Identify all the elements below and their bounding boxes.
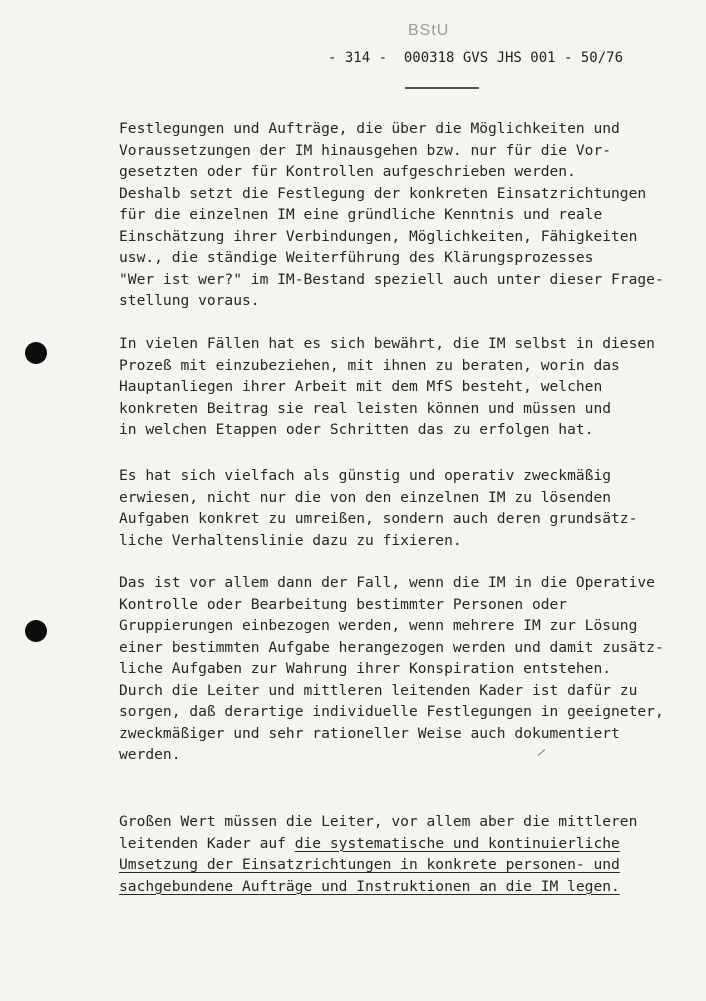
- punch-hole: [25, 342, 47, 364]
- paragraph-5: [119, 811, 637, 897]
- paragraph-1: Festlegungen und Aufträge, die über die Möglichkeiten und Voraussetzungen der IM hinausgehen bzw. nur für die Vor- gesetzten oder für Kontrollen aufgeschrieben werden. Deshalb setzt die Festlegung der konkreten Einsatzrichtungen für die einzelnen IM eine gründliche Kenntnis und reale Einschätzung ihrer Verbindungen, Möglichkeiten, Fähigkeiten usw., die ständige Weiterführung des Klärungsprozesses "Wer ist wer?" im IM-Bestand speziell auch unter dieser Frage- stellung voraus.: [119, 120, 664, 309]
- punch-hole: [25, 620, 47, 642]
- paragraph-5-line-2-underlined: die systematische und kontinuierliche: [294, 834, 620, 852]
- paragraph-4: Das ist vor allem dann der Fall, wenn die IM in die Operative Kontrolle oder Bearbeitung bestimmter Personen oder Gruppierungen einbezogen werden, wenn mehrere IM zur Lösung einer bestimmten Aufgabe herangezogen werden und damit zusätz- liche Aufgaben zur Wahrung ihrer Konspiration entstehen. Durch die Leiter und mittleren leitenden Kader ist dafür zu sorgen, daß derartige individuelle Festlegungen in geeigneter, zweckmäßiger und sehr rationeller Weise auch dokumentiert werden.: [119, 574, 664, 763]
- page-reference: - 314 - 000318 GVS JHS 001 - 50/76: [328, 50, 624, 66]
- header-rule: [405, 87, 479, 89]
- paragraph-5-line-2-plain: leitenden Kader auf: [119, 834, 295, 852]
- paragraph-5-line-4: sachgebundene Aufträge und Instruktionen an die IM legen.: [119, 877, 620, 895]
- paragraph-5-line-3: Umsetzung der Einsatzrichtungen in konkrete personen- und: [119, 856, 620, 873]
- archive-stamp: BStU: [408, 22, 450, 39]
- paragraph-2: In vielen Fällen hat es sich bewährt, die IM selbst in diesen Prozeß mit einzubeziehen, mit ihnen zu beraten, worin das Hauptanliegen ihrer Arbeit mit dem MfS besteht, welchen konkreten Beitrag sie real leisten können und müssen und in welchen Etappen oder Schritten das zu erfolgen hat.: [119, 335, 655, 438]
- paragraph-5-line-1: Großen Wert müssen die Leiter, vor allem aber die mittleren: [119, 813, 638, 830]
- paragraph-3: Es hat sich vielfach als günstig und operativ zweckmäßig erwiesen, nicht nur die von den einzelnen IM zu lösenden Aufgaben konkret zu umreißen, sondern auch deren grundsätz- liche Verhaltenslinie dazu zu fixieren.: [119, 467, 638, 549]
